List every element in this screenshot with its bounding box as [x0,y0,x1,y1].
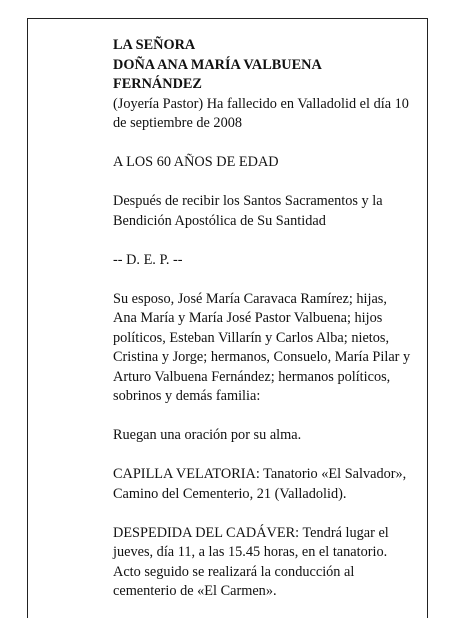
notice-sacraments: Después de recibir los Santos Sacramentos y la Bendición Apostólica de Su Santidad [113,193,383,229]
notice-chapel: CAPILLA VELATORIA: Tanatorio «El Salvador», Camino del Cementerio, 21 (Valladolid). [113,466,407,502]
notice-rip: -- D. E. P. -- [113,251,183,268]
notice-farewell: DESPEDIDA DEL CADÁVER: Tendrá lugar el jueves, día 11, a las 15.45 horas, en el tanatorio. Acto seguido se realizará la conducción al cementerio de «El Carmen». [113,524,389,599]
notice-header [113,36,413,134]
obituary-notice [113,36,413,621]
notice-intro: (Joyería Pastor) Ha fallecido en Valladolid el día 10 de septiembre de 2008 [113,95,409,131]
notice-prayer: Ruegan una oración por su alma. [113,427,302,443]
notice-age: A LOS 60 AÑOS DE EDAD [113,154,279,170]
notice-title-line1: LA SEÑORA [113,37,196,53]
deceased-name: DOÑA ANA MARÍA VALBUENA FERNÁNDEZ [113,56,322,92]
notice-family: Su esposo, José María Caravaca Ramírez; hijas, Ana María y María José Pastor Valbuena; hijos políticos, Esteban Villarín y Carlos Alba; nietos, Cristina y Jorge; hermanos, Consuelo, María Pilar y Arturo Valbuena Fernández; hermanos políticos, sobrinos y demás familia: [113,290,411,404]
